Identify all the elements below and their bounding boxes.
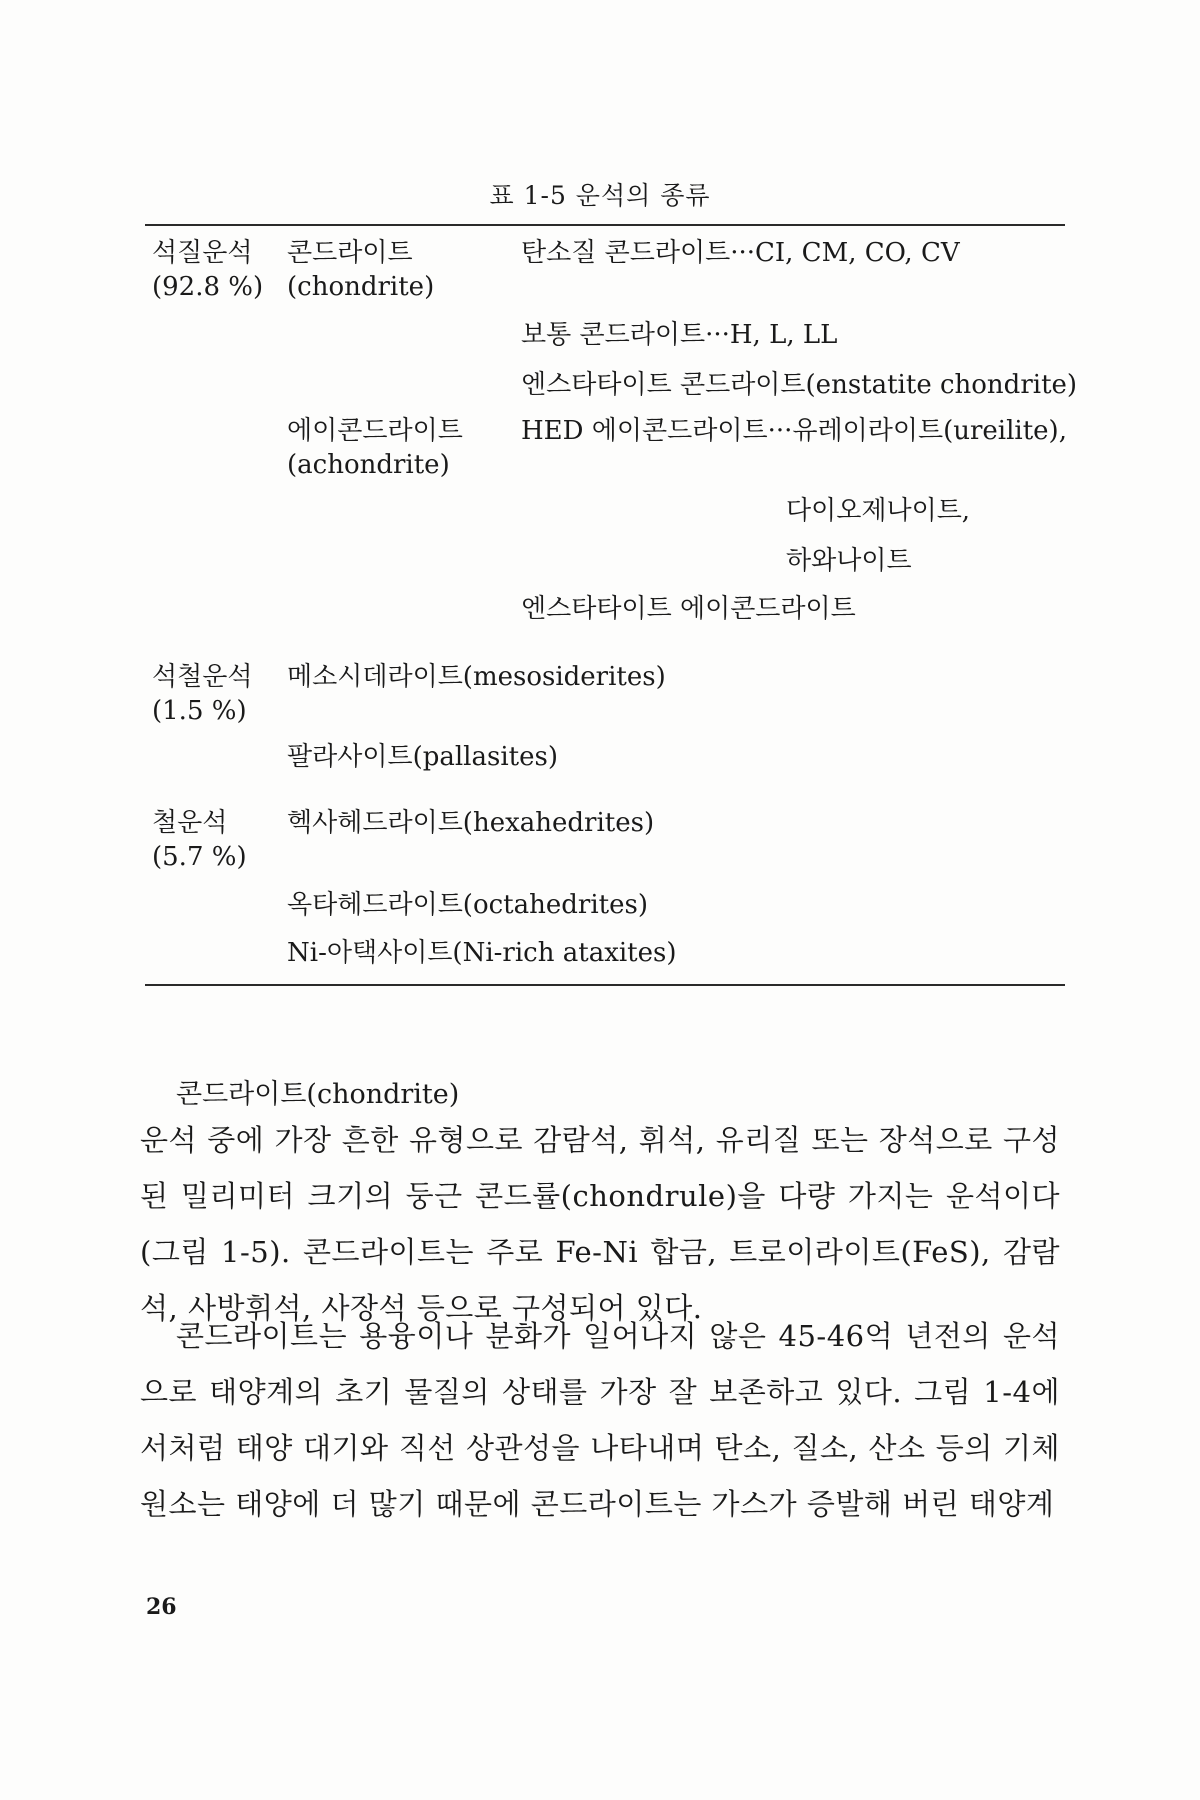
body-paragraph-2 (140, 1308, 1060, 1532)
diogenite: 다이오제나이트, (786, 496, 971, 526)
iron-meteorite-percent: (5.7 %) (152, 842, 247, 872)
stony-iron-meteorite-label: 석철운석 (152, 662, 253, 692)
section-heading: 콘드라이트(chondrite) (176, 1079, 460, 1110)
page-number: 26 (146, 1594, 177, 1620)
paragraph-text: 콘드라이트는 용융이나 분화가 일어나지 않은 45-46억 년전의 운석으로 태양계의 초기 물질의 상태를 가장 잘 보존하고 있다. 그림 1-4에서처럼 태양 대기와 직선 상관성을 나타내며 탄소, 질소, 산소 등의 기체원소는 태양에 더 많기 때문에 콘드라이트는 가스가 증발해 버린 태양계 (140, 1319, 1060, 1521)
table-bottom-rule (145, 984, 1065, 986)
chondrite-english: (chondrite) (287, 272, 435, 302)
carbonaceous-chondrite: 탄소질 콘드라이트···CI, CM, CO, CV (521, 238, 960, 268)
achondrite-label: 에이콘드라이트 (287, 416, 463, 446)
mesosiderites: 메소시데라이트(mesosiderites) (287, 662, 666, 692)
enstatite-achondrite: 엔스타타이트 에이콘드라이트 (521, 594, 856, 624)
paragraph-text: 운석 중에 가장 흔한 유형으로 감람석, 휘석, 유리질 또는 장석으로 구성된 밀리미터 크기의 둥근 콘드률(chondrule)을 다량 가지는 운석이다(그림 1-5). 콘드라이트는 주로 Fe-Ni 합금, 트로이라이트(FeS), 감람석, 사방휘석, 사장석 등으로 구성되어 있다. (140, 1123, 1060, 1325)
iron-meteorite-label: 철운석 (152, 808, 228, 838)
octahedrites: 옥타헤드라이트(octahedrites) (287, 890, 648, 920)
stony-meteorite-label: 석질운석 (152, 238, 253, 268)
hexahedrites: 헥사헤드라이트(hexahedrites) (287, 808, 655, 838)
pallasites: 팔라사이트(pallasites) (287, 742, 558, 772)
body-paragraph-1 (140, 1112, 1060, 1336)
ni-rich-ataxites: Ni-아택사이트(Ni-rich ataxites) (287, 938, 677, 968)
enstatite-chondrite: 엔스타타이트 콘드라이트(enstatite chondrite) (521, 370, 1078, 400)
table-top-rule (145, 224, 1065, 226)
howardite: 하와나이트 (786, 546, 912, 576)
hed-achondrite: HED 에이콘드라이트···유레이라이트(ureilite), (521, 416, 1067, 446)
table-title: 표 1-5 운석의 종류 (489, 181, 711, 210)
stony-iron-meteorite-percent: (1.5 %) (152, 696, 247, 726)
chondrite-label: 콘드라이트 (287, 238, 413, 268)
stony-meteorite-percent: (92.8 %) (152, 272, 264, 302)
ordinary-chondrite: 보통 콘드라이트···H, L, LL (521, 320, 838, 350)
achondrite-english: (achondrite) (287, 450, 450, 480)
